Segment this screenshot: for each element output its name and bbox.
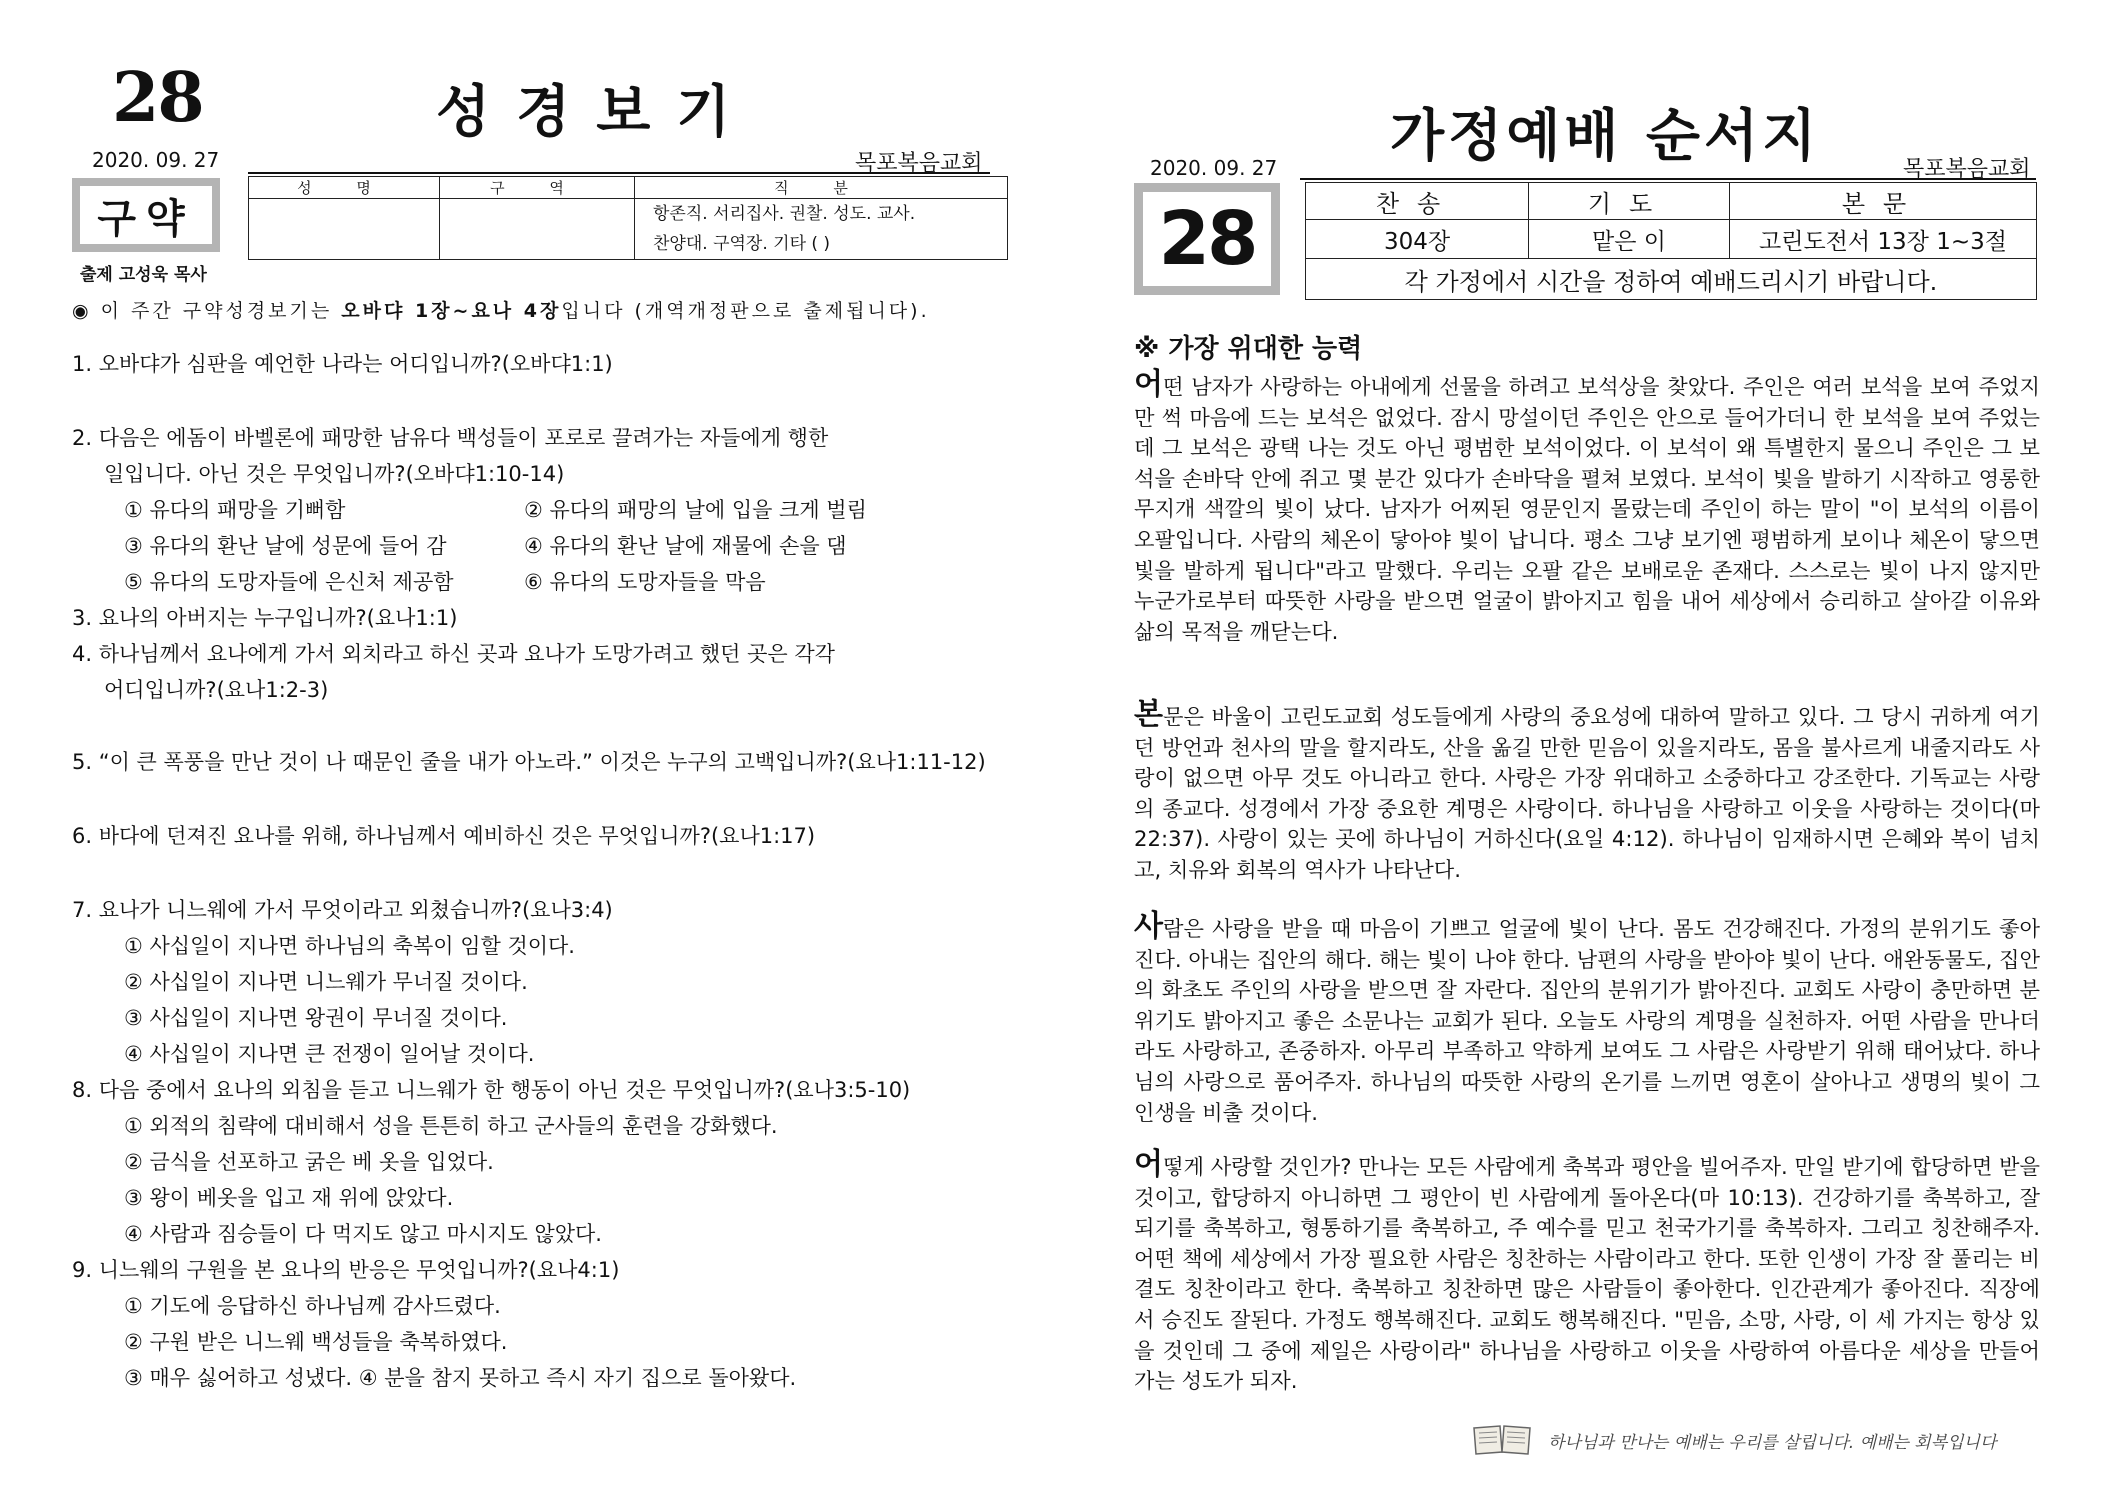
q8-option-3: ③ 왕이 베옷을 입고 재 위에 앉았다.: [124, 1186, 454, 1210]
q7-option-1: ① 사십일이 지나면 하나님의 축복이 임할 것이다.: [124, 934, 575, 958]
sermon-paragraph-4: [1134, 1147, 2040, 1397]
q8-option-1: ① 외적의 침략에 대비해서 성을 튼튼히 하고 군사들의 훈련을 강화했다.: [124, 1114, 778, 1138]
q8-option-4: ④ 사람과 짐승들이 다 먹지도 않고 마시지도 않았다.: [124, 1222, 602, 1246]
name-field[interactable]: [249, 199, 440, 260]
question-6: 6. 바다에 던져진 요나를 위해, 하나님께서 예비하신 것은 무엇입니까?(요나1:17): [72, 824, 816, 848]
q8-option-2: ② 금식을 선포하고 굵은 베 옷을 입었다.: [124, 1150, 494, 1174]
question-1: 1. 오바댜가 심판을 예언한 나라는 어디입니까?(오바댜1:1): [72, 352, 613, 376]
sermon-title: ※ 가장 위대한 능력: [1134, 334, 1363, 364]
sermon-paragraph-3: [1134, 909, 2040, 1128]
name-header: 성 명: [249, 177, 440, 199]
q7-option-3: ③ 사십일이 지나면 왕권이 무너질 것이다.: [124, 1006, 508, 1030]
duty-options-line-2: 찬양대. 구역장. 기타 ( ): [653, 234, 831, 254]
old-testament-badge: [72, 178, 220, 252]
question-2-line-1: 2. 다음은 에돔이 바벨론에 패망한 남유다 백성들이 포로로 끌려가는 자들에게 행한: [72, 426, 829, 450]
question-5: 5. “이 큰 폭풍을 만난 것이 나 때문인 줄을 내가 아노라.” 이것은 누구의 고백입니까?(요나1:11-12): [72, 750, 986, 774]
right-page-title: 가정예배 순서지: [1390, 104, 1821, 169]
left-page-title: 성경보기: [436, 80, 757, 145]
left-church-name: 목포복음교회: [855, 151, 983, 176]
q7-option-4: ④ 사십일이 지나면 큰 전쟁이 일어날 것이다.: [124, 1042, 535, 1066]
worship-note: 각 가정에서 시간을 정하여 예배드리시기 바랍니다.: [1306, 259, 2037, 300]
q2-option-4: ④ 유다의 환난 날에 재물에 손을 댐: [524, 534, 847, 558]
q2-option-6: ⑥ 유다의 도망자들을 막음: [524, 570, 766, 594]
quiz-author: 출제 고성욱 목사: [80, 265, 207, 285]
drop-cap-4: 어: [1134, 1147, 1163, 1182]
question-4-line-1: 4. 하나님께서 요나에게 가서 외치라고 하신 곳과 요나가 도망가려고 했던 곳은 각각: [72, 642, 835, 666]
member-info-table: [248, 176, 1008, 260]
right-church-name: 목포복음교회: [1903, 157, 2031, 182]
q9-option-1: ① 기도에 응답하신 하나님께 감사드렸다.: [124, 1294, 501, 1318]
duty-header: 직 분: [635, 177, 1008, 199]
notice-prefix: ◉ 이 주간 구약성경보기는: [72, 300, 342, 322]
drop-cap-3: 사: [1134, 909, 1163, 944]
q2-option-5: ⑤ 유다의 도망자들에 은신처 제공함: [124, 570, 454, 594]
scripture-passage: 고린도전서 13장 1~3절: [1730, 220, 2037, 259]
duty-options-line-1: 항존직. 서리집사. 권찰. 성도. 교사.: [653, 204, 916, 224]
district-header: 구 역: [440, 177, 635, 199]
paragraph-4-text: 떻게 사랑할 것인가? 만나는 모든 사람에게 축복과 평안을 빌어주자. 만일 받기에 합당하면 받을 것이고, 합당하지 아니하면 그 평안이 빈 사람에게 돌아온다(마 10:13). 건강하기를 축복하고, 잘되기를 축복하고, 형통하기를 축복하고, 주 예수를 믿고 천국가기를 축복하자. 그리고 칭찬해주자. 어떤 책에 세상에서 가장 필요한 사람은 칭찬하는 사람이라고 한다. 또한 인생이 가장 잘 풀리는 비결도 칭찬이라고 한다. 축복하고 칭찬하면 많은 사람들이 좋아한다. 인간관계가 좋아진다. 직장에서 승진도 잘된다. 가정도 행복해진다. 교회도 행복해진다. "믿음, 소망, 사랑, 이 세 가지는 항상 있을 것인데 그 중에 제일은 사랑이라" 하나님을 사랑하고 이웃을 사랑하여 아름다운 세상을 만들어 가는 성도가 되자.: [1134, 1154, 2040, 1394]
hymn-number: 304장: [1306, 220, 1529, 259]
issue-number-badge: [1134, 183, 1280, 295]
notice-range: 오바댜 1장~요나 4장: [341, 300, 562, 322]
question-9: 9. 니느웨의 구원을 본 요나의 반응은 무엇입니까?(요나4:1): [72, 1258, 620, 1282]
worship-order-table: [1305, 182, 2037, 300]
left-header-rule: [248, 172, 990, 174]
book-icon: [1470, 1422, 1534, 1458]
question-3: 3. 요나의 아버지는 누구입니까?(요나1:1): [72, 606, 458, 630]
issue-number: 28: [1158, 196, 1256, 282]
q9-option-2: ② 구원 받은 니느웨 백성들을 축복하였다.: [124, 1330, 508, 1354]
q2-option-3: ③ 유다의 환난 날에 성문에 들어 감: [124, 534, 447, 558]
question-8: 8. 다음 중에서 요나의 외침을 듣고 니느웨가 한 행동이 아닌 것은 무엇입니까?(요나3:5-10): [72, 1078, 911, 1102]
district-field[interactable]: [440, 199, 635, 260]
paragraph-1-text: 떤 남자가 사랑하는 아내에게 선물을 하려고 보석상을 찾았다. 주인은 여러 보석을 보여 주었지만 썩 마음에 드는 보석은 없었다. 잠시 망설이던 주인은 안으로 들어가더니 한 보석을 보여 주었는데 그 보석은 광택 나는 것도 아닌 평범한 보석이었다. 이 보석이 왜 특별한지 물으니 주인은 그 보석을 손바닥 안에 쥐고 몇 분간 있다가 손바닥을 펼쳐 보였다. 보석이 빛을 발하기 시작하고 영롱한 무지개 색깔의 빛이 났다. 남자가 어찌된 영문인지 몰랐는데 주인이 하는 말이 "이 보석의 이름이 오팔입니다. 사람의 체온이 닿아야 빛이 납니다. 평소 그냥 보기엔 평범하게 보이나 체온이 닿으면 빛을 발하게 됩니다"라고 말했다. 우리는 오팔 같은 보배로운 존재다. 스스로는 빛이 나지 않지만 누군가로부터 따뜻한 사랑을 받으면 얼굴이 밝아지고 힘을 내어 세상에서 승리하고 살아갈 이유와 삶의 목적을 깨닫는다.: [1134, 374, 2040, 644]
footer-text: 하나님과 만나는 예배는 우리를 살립니다. 예배는 회복입니다: [1548, 1432, 1997, 1453]
notice-suffix: 입니다 (개역개정판으로 출제됩니다).: [561, 300, 930, 322]
sermon-paragraph-1: [1134, 367, 2040, 647]
hymn-header: 찬송: [1306, 183, 1529, 220]
footer-motto: [1470, 1422, 1996, 1458]
duty-field[interactable]: [635, 199, 1008, 260]
prayer-header: 기도: [1529, 183, 1730, 220]
q2-option-2: ② 유다의 패망의 날에 입을 크게 벌림: [524, 498, 867, 522]
question-2-line-2: 일입니다. 아닌 것은 무엇입니까?(오바댜1:10-14): [104, 462, 565, 486]
left-issue-number: 28: [112, 58, 203, 138]
q2-option-1: ① 유다의 패망을 기뻐함: [124, 498, 346, 522]
reading-notice: [72, 296, 930, 323]
drop-cap-2: 본: [1134, 697, 1163, 732]
prayer-leader: 맡은 이: [1529, 220, 1730, 259]
q9-option-3-4: ③ 매우 싫어하고 성냈다. ④ 분을 참지 못하고 즉시 자기 집으로 돌아왔다.: [124, 1366, 797, 1390]
q7-option-2: ② 사십일이 지나면 니느웨가 무너질 것이다.: [124, 970, 528, 994]
question-7: 7. 요나가 니느웨에 가서 무엇이라고 외쳤습니까?(요나3:4): [72, 898, 613, 922]
drop-cap-1: 어: [1134, 367, 1163, 402]
old-testament-label: 구약: [97, 195, 195, 242]
paragraph-2-text: 문은 바울이 고린도교회 성도들에게 사랑의 중요성에 대하여 말하고 있다. 그 당시 귀하게 여기던 방언과 천사의 말을 할지라도, 산을 옮길 만한 믿음이 있을지라도, 몸을 불사르게 내줄지라도 사랑이 없으면 아무 것도 아니라고 한다. 사랑은 가장 위대하고 소중하다고 강조한다. 기독교는 사랑의 종교다. 성경에서 가장 중요한 계명은 사랑이다. 하나님을 사랑하고 이웃을 사랑하는 것이다(마 22:37). 사랑이 있는 곳에 하나님이 거하신다(요일 4:12). 하나님이 임재하시면 은혜와 복이 넘치고, 치유와 회복의 역사가 나타난다.: [1134, 704, 2040, 882]
scripture-header: 본문: [1730, 183, 2037, 220]
right-date: 2020. 09. 27: [1150, 156, 1278, 180]
left-date: 2020. 09. 27: [92, 148, 220, 172]
sermon-paragraph-2: [1134, 697, 2040, 886]
question-4-line-2: 어디입니까?(요나1:2-3): [104, 678, 329, 702]
right-header-rule: [1300, 178, 2036, 180]
paragraph-3-text: 람은 사랑을 받을 때 마음이 기쁘고 얼굴에 빛이 난다. 몸도 건강해진다. 가정의 분위기도 좋아진다. 아내는 집안의 해다. 해는 빛이 나야 한다. 남편의 사랑을 받아야 빛이 난다. 애완동물도, 집안의 화초도 주인의 사랑을 받으면 잘 자란다. 집안의 분위기가 밝아진다. 교회도 사랑이 충만하면 분위기도 밝아지고 좋은 소문나는 교회가 된다. 오늘도 사랑의 계명을 실천하자. 어떤 사람을 만나더라도 사랑하고, 존중하자. 아무리 부족하고 약하게 보여도 그 사람은 사랑받기 위해 태어났다. 하나님의 사랑으로 품어주자. 하나님의 따뜻한 사랑의 온기를 느끼면 영혼이 살아나고 생명의 빛이 그 인생을 비출 것이다.: [1134, 916, 2040, 1125]
